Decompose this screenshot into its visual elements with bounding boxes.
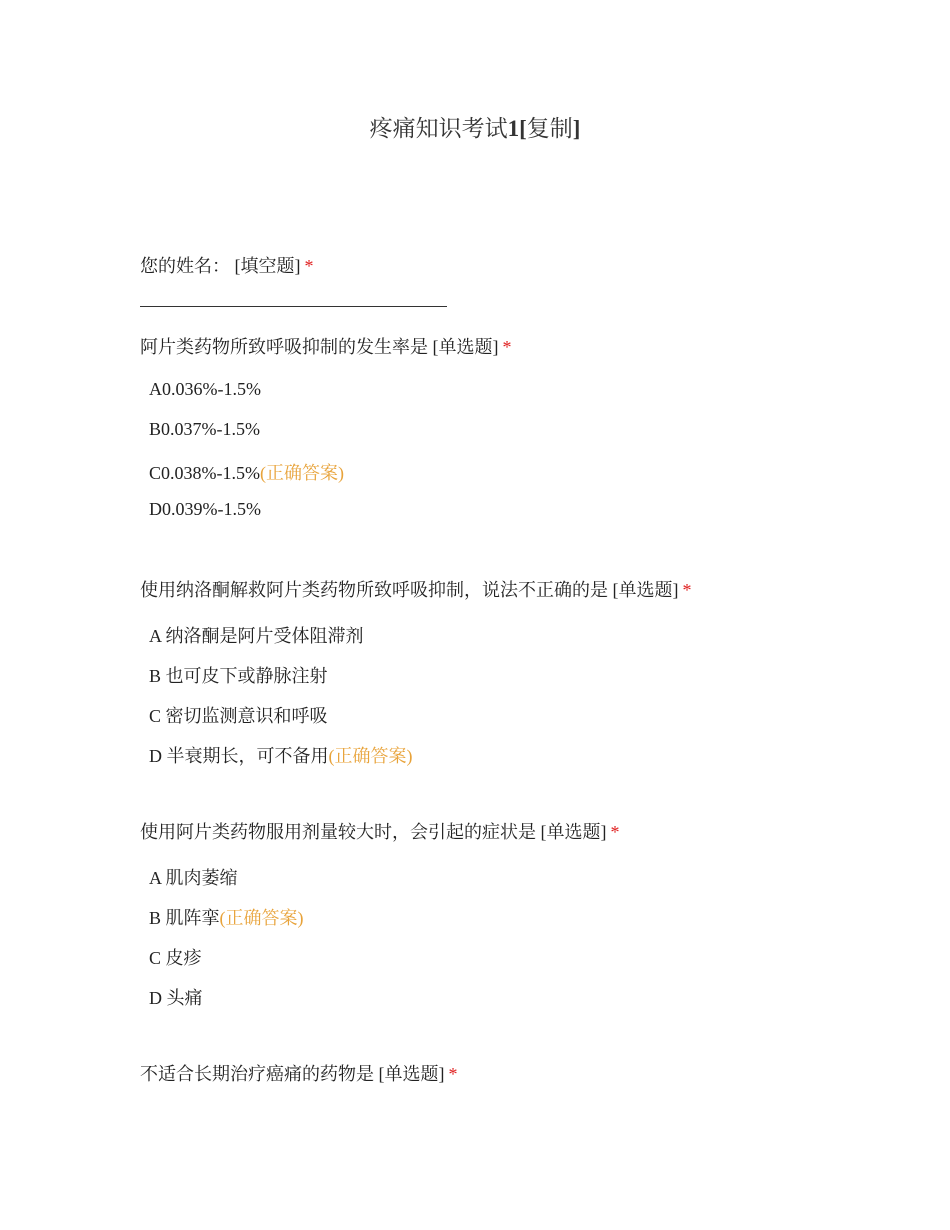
question-4-text: 使用阿片类药物服用剂量较大时，会引起的症状是 (140, 822, 536, 842)
name-answer-line[interactable] (140, 306, 447, 307)
question-4-title (140, 818, 620, 844)
title-number: 1[ (507, 116, 527, 141)
question-2-type: [单选题] (432, 337, 499, 357)
question-5-title (140, 1060, 458, 1086)
required-mark: * (304, 256, 314, 276)
question-2-title (140, 333, 512, 359)
question-4-option-c[interactable] (149, 944, 202, 970)
question-5-text: 不适合长期治疗癌痛的药物是 (140, 1064, 374, 1084)
question-4-option-d[interactable] (149, 984, 203, 1010)
correct-answer-tag: (正确答案) (260, 463, 344, 483)
question-1-text: 您的姓名： (140, 256, 230, 276)
question-3-option-a[interactable] (149, 622, 364, 648)
title-copy: 复制 (526, 116, 573, 141)
question-4-type: [单选题] (540, 822, 607, 842)
question-2-text: 阿片类药物所致呼吸抑制的发生率是 (140, 337, 428, 357)
required-mark: * (682, 580, 692, 600)
question-5-type: [单选题] (378, 1064, 445, 1084)
question-3-type: [单选题] (612, 580, 679, 600)
title-bracket-close: ] (572, 116, 581, 141)
question-1-type: [填空题] (234, 256, 301, 276)
survey-title (0, 110, 950, 143)
question-4-option-a[interactable] (149, 864, 238, 890)
option-label: C 密切监测意识和呼吸 (149, 706, 328, 726)
correct-answer-tag: (正确答案) (219, 908, 304, 928)
option-label: A 纳洛酮是阿片受体阻滞剂 (149, 626, 364, 646)
option-label: A0.036%-1.5% (149, 379, 261, 399)
required-mark: * (502, 337, 512, 357)
question-3-title (140, 576, 692, 602)
title-main: 疼痛知识考试 (369, 116, 508, 141)
question-3-option-b[interactable] (149, 662, 328, 688)
question-2-option-d[interactable] (149, 499, 261, 520)
question-4-option-b[interactable] (149, 904, 304, 930)
option-label: D0.039%-1.5% (149, 499, 261, 519)
required-mark: * (448, 1064, 458, 1084)
question-1-title (140, 252, 314, 278)
option-label: A 肌肉萎缩 (149, 868, 238, 888)
question-2-option-b[interactable] (149, 419, 260, 440)
question-2-option-c[interactable] (149, 459, 344, 485)
option-label: D 半衰期长，可不备用 (149, 746, 329, 766)
correct-answer-tag: (正确答案) (328, 746, 413, 766)
question-2-option-a[interactable] (149, 379, 261, 400)
question-3-text: 使用纳洛酮解救阿片类药物所致呼吸抑制，说法不正确的是 (140, 580, 608, 600)
option-label: C 皮疹 (149, 948, 202, 968)
option-label: B0.037%-1.5% (149, 419, 260, 439)
question-3-option-c[interactable] (149, 702, 328, 728)
required-mark: * (610, 822, 620, 842)
option-label: C0.038%-1.5% (149, 463, 260, 483)
question-3-option-d[interactable] (149, 742, 413, 768)
option-label: B 肌阵挛 (149, 908, 220, 928)
option-label: B 也可皮下或静脉注射 (149, 666, 328, 686)
option-label: D 头痛 (149, 988, 203, 1008)
